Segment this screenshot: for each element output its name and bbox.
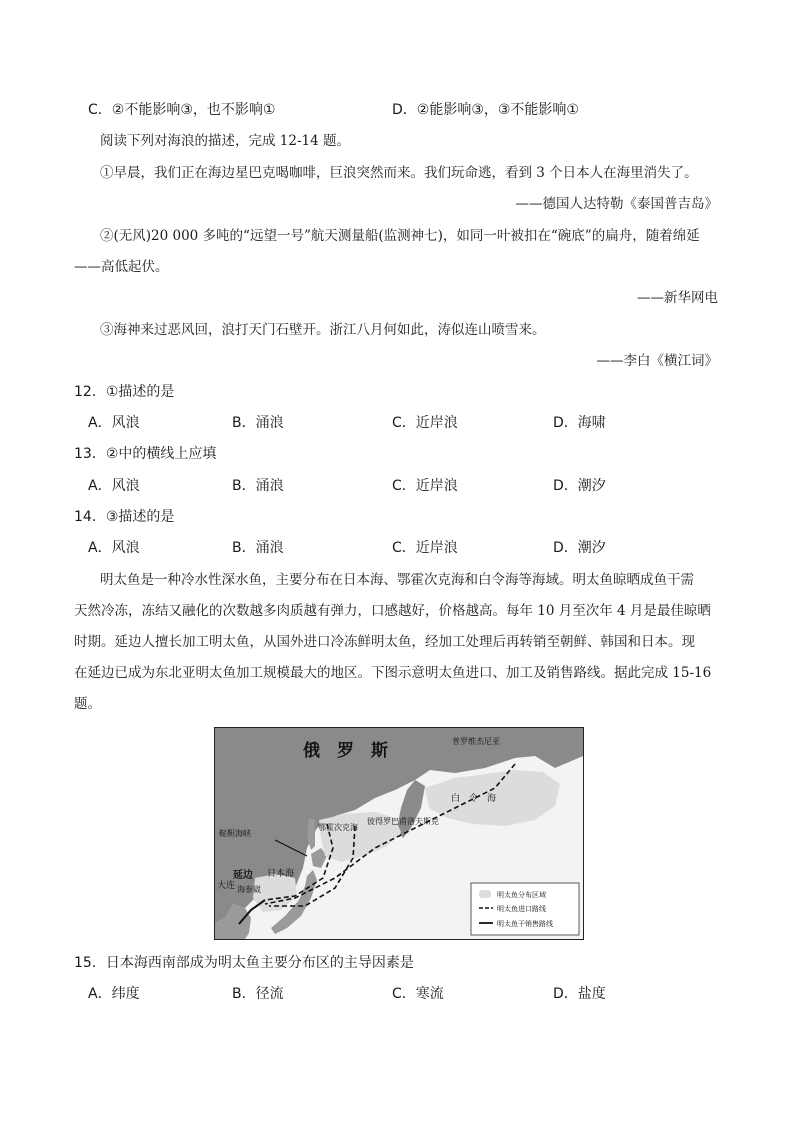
legend-distribution: 明太鱼分布区域 [497, 891, 546, 899]
map-svg [215, 728, 583, 939]
q13-option-b: B．涌浪 [232, 478, 284, 494]
prev-option-d: D．②能影响③，③不能影响① [392, 102, 579, 118]
quote-1-source: ——德国人达特勒《泰国普吉岛》 [515, 196, 718, 212]
q13-option-d: D．潮汐 [553, 478, 606, 494]
q15-option-c: C．寒流 [392, 986, 444, 1002]
legend-import-route: 明太鱼进口路线 [497, 905, 546, 913]
quote-3-text: ③海神来过恶风回，浪打天门石壁开。浙江八月何如此，涛似连山喷雪来。 [100, 322, 546, 338]
q13-option-a: A．风浪 [88, 478, 140, 494]
label-okhotsk-sea: 鄂霍次克海 [318, 823, 358, 832]
prev-option-c: C．②不能影响③，也不影响① [88, 102, 276, 118]
label-provideniya: 普罗维杰尼亚 [452, 737, 500, 746]
passage-line-4: 在延边已成为东北亚明太鱼加工规模最大的地区。下图示意明太鱼进口、加工及销售路线。据此完成 15-16 [74, 665, 712, 681]
pollock-route-map [214, 727, 584, 940]
question-14-stem: 14．③描述的是 [74, 509, 175, 525]
q15-option-a: A．纬度 [88, 986, 140, 1002]
q14-option-d: D．潮汐 [553, 540, 606, 556]
quote-2-source: ——新华网电 [637, 290, 718, 306]
label-bering-sea: 白 令 海 [451, 794, 497, 804]
q12-option-d: D．海啸 [553, 415, 606, 431]
q14-option-b: B．涌浪 [232, 540, 284, 556]
passage-line-5: 题。 [74, 696, 101, 712]
label-haishenwai: 海参崴 [237, 885, 261, 894]
q12-option-a: A．风浪 [88, 415, 140, 431]
passage-line-2: 天然冷冻，冻结又融化的次数越多肉质越有弹力，口感越好，价格越高。每年 10 月至次年 4 月是最佳晾晒 [74, 603, 711, 619]
label-russia: 俄 罗 斯 [303, 741, 388, 761]
q12-option-c: C．近岸浪 [392, 415, 458, 431]
reading-intro: 阅读下列对海浪的描述，完成 12-14 题。 [100, 133, 351, 149]
q15-option-d: D．盐度 [553, 986, 606, 1002]
legend-distribution-swatch [479, 890, 491, 898]
label-yanbian: 延边 [233, 870, 253, 881]
label-dalian: 大连 [217, 881, 236, 891]
quote-2-text-line1: ②(无风)20 000 多吨的“远望一号”航天测量船(监测神七)，如同一叶被扣在“碗底”的扁舟，随着绵延 [100, 228, 700, 244]
quote-3-source: ——李白《横江词》 [596, 353, 718, 369]
question-12-stem: 12．①描述的是 [74, 384, 175, 400]
quote-1-text: ①早晨，我们正在海边星巴克喝咖啡，巨浪突然而来。我们玩命逃，看到 3 个日本人在海里消失了。 [100, 165, 698, 181]
q14-option-c: C．近岸浪 [392, 540, 458, 556]
quote-2-text-line2: ——高低起伏。 [74, 259, 169, 275]
q12-option-b: B．涌浪 [232, 415, 284, 431]
label-japan-sea: 日本海 [267, 869, 295, 879]
passage-line-3: 时期。延边人擅长加工明太鱼，从国外进口冷冻鲜明太鱼，经加工处理后再转销至朝鲜、韩国和日本。现 [74, 634, 695, 650]
label-petropavlovsk: 彼得罗巴甫洛夫斯克 [367, 817, 439, 826]
q13-option-c: C．近岸浪 [392, 478, 458, 494]
question-13-stem: 13．②中的横线上应填 [74, 446, 217, 462]
question-15-stem: 15．日本海西南部成为明太鱼主要分布区的主导因素是 [74, 955, 414, 971]
passage-line-1: 明太鱼是一种冷水性深水鱼，主要分布在日本海、鄂霍次克海和白令海等海域。明太鱼晾晒成鱼干需 [100, 572, 694, 588]
label-tatar-strait: 鞑靼海峡 [219, 829, 251, 838]
q14-option-a: A．风浪 [88, 540, 140, 556]
q15-option-b: B．径流 [232, 986, 284, 1002]
legend-sales-route: 明太鱼干销售路线 [497, 920, 553, 928]
